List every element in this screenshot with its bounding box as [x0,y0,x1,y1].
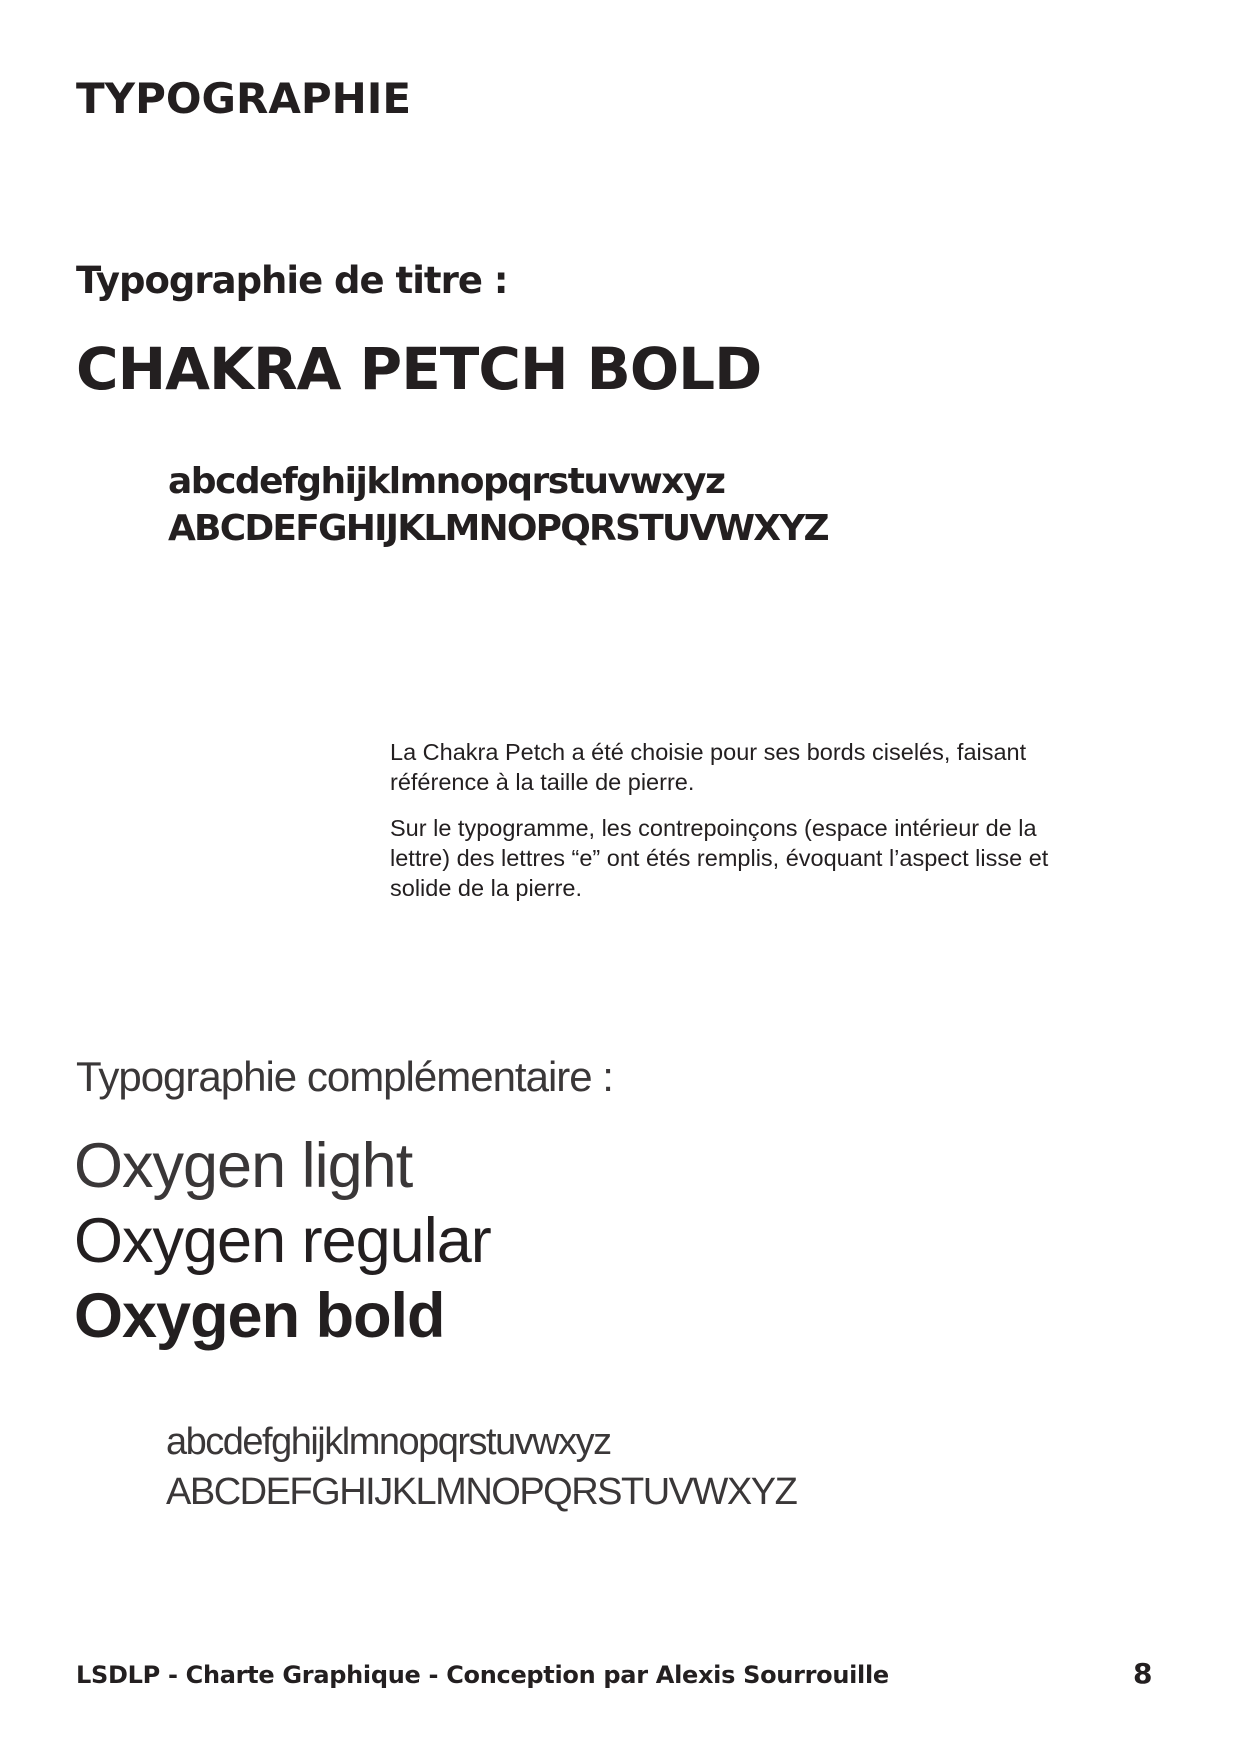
title-typography-label: Typographie de titre : [76,259,508,302]
font-description [390,737,1050,919]
oxygen-bold-sample: Oxygen bold [74,1281,445,1351]
secondary-uppercase-sample: ABCDEFGHIJKLMNOPQRSTUVWXYZ [166,1471,797,1513]
oxygen-light-sample: Oxygen light [74,1131,413,1201]
description-paragraph-1: La Chakra Petch a été choisie pour ses bords ciselés, faisant référence à la taille de pierre. [390,739,1027,795]
page-number: 8 [1133,1657,1153,1690]
title-uppercase-sample: ABCDEFGHIJKLMNOPQRSTUVWXYZ [168,508,828,549]
footer-text: LSDLP - Charte Graphique - Conception par Alexis Sourrouille [76,1661,889,1689]
description-paragraph-2: Sur le typogramme, les contrepoinçons (espace intérieur de la lettre) des lettres “e” ont étés remplis, évoquant l’aspect lisse et solide de la pierre. [390,815,1049,901]
oxygen-regular-sample: Oxygen regular [74,1206,491,1276]
secondary-typography-label: Typographie complémentaire : [76,1053,613,1100]
section-title: TYPOGRAPHIE [76,74,412,123]
secondary-lowercase-sample: abcdefghijklmnopqrstuvwxyz [166,1421,611,1463]
title-lowercase-sample: abcdefghijklmnopqrstuvwxyz [168,461,725,502]
title-font-name: CHAKRA PETCH BOLD [76,335,762,403]
